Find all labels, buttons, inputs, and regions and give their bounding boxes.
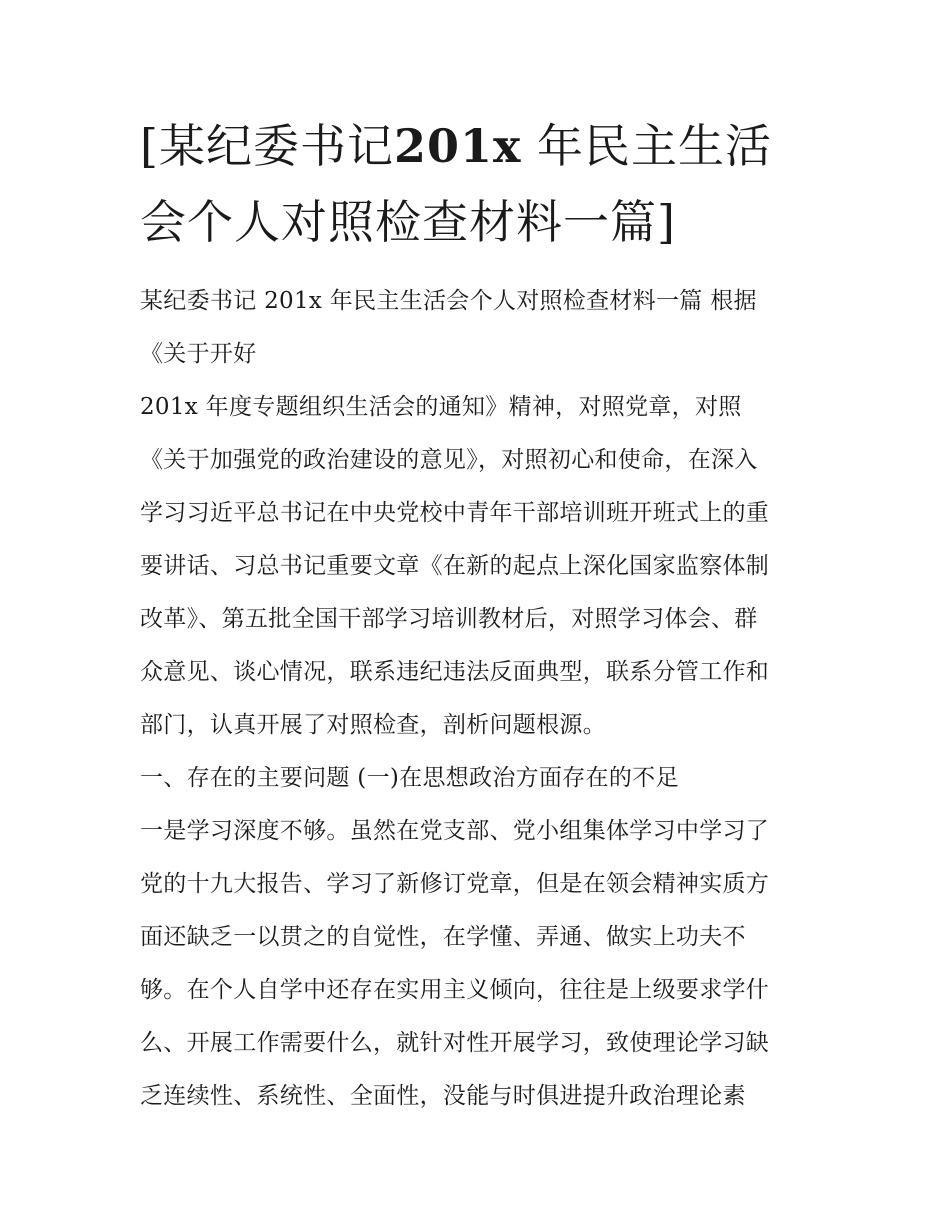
body-line: 乏连续性、系统性、全面性，没能与时俱进提升政治理论素	[140, 1083, 746, 1109]
title-line2: 会个人对照检查材料一篇]	[140, 195, 676, 249]
body-line: 《关于加强党的政治建设的意见》，对照初心和使命，在深入	[140, 447, 758, 473]
body-line: 够。在个人自学中还存在实用主义倾向，往往是上级要求学什	[140, 977, 770, 1003]
title-rest-line1: 年民主生活	[537, 119, 773, 173]
body-line: 党的十九大报告、学习了新修订党章，但是在领会精神实质方	[140, 871, 770, 897]
body-line: 面还缺乏一以贯之的自觉性，在学懂、弄通、做实上功夫不	[140, 924, 746, 950]
body-line: 部门，认真开展了对照检查，剖析问题根源。	[140, 712, 606, 738]
document-body	[140, 278, 820, 1126]
body-line: 改革》、第五批全国干部学习培训教材后，对照学习体会、群	[140, 606, 758, 632]
body-line: 201x 年度专题组织生活会的通知》精神，对照党章，对照	[140, 394, 742, 420]
body-line: 学习习近平总书记在中央党校中青年干部培训班开班式上的重	[140, 500, 770, 526]
title-year: 201x	[393, 119, 522, 173]
body-line: 《关于开好	[140, 341, 257, 367]
body-line: 众意见、谈心情况，联系违纪违法反面典型，联系分管工作和	[140, 659, 770, 685]
title-prefix: [某纪委书记	[140, 119, 394, 173]
document-title	[140, 108, 820, 260]
body-line: 要讲话、习总书记重要文章《在新的起点上深化国家监察体制	[140, 553, 770, 579]
body-line: 一是学习深度不够。虽然在党支部、党小组集体学习中学习了	[140, 818, 770, 844]
body-line: 一、存在的主要问题 (一)在思想政治方面存在的不足	[140, 765, 679, 791]
body-line: 么、开展工作需要什么，就针对性开展学习，致使理论学习缺	[140, 1030, 770, 1056]
body-line: 某纪委书记 201x 年民主生活会个人对照检查材料一篇 根据	[140, 288, 757, 314]
